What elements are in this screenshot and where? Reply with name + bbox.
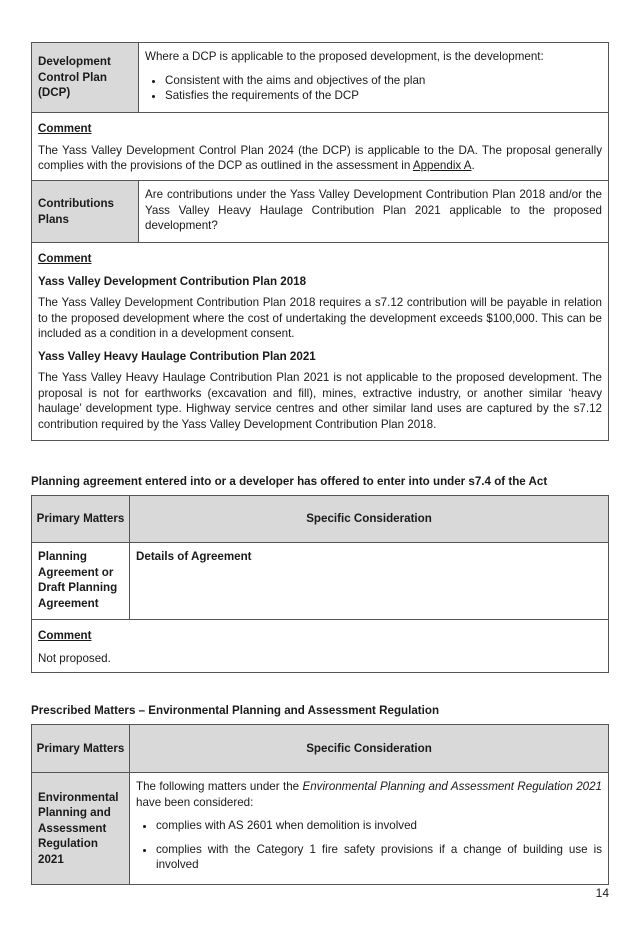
prescribed-content-cell bbox=[130, 773, 609, 885]
planning-col1-header: Primary Matters bbox=[32, 496, 130, 543]
contributions-sub1-heading: Yass Valley Development Contribution Plan 2018 bbox=[38, 274, 307, 288]
prescribed-bullet-list bbox=[136, 818, 602, 873]
planning-comment-heading: Comment bbox=[38, 629, 92, 642]
contributions-sub2-text: The Yass Valley Heavy Haulage Contribution Plan 2021 is not applicable to the proposed development. The proposal is not for earthworks (excavation and fill), mines, extractive industry, or another similar ‘heavy haulage’ development type. Highway service centres and other similar land uses are captured by the s7.12 contribution required by the Yass Valley Development Contribution Plan 2018. bbox=[38, 371, 602, 431]
dcp-comment-heading: Comment bbox=[38, 122, 92, 135]
prescribed-intro: The following matters under the Environmental Planning and Assessment Regulation 2021 have been considered: bbox=[136, 780, 602, 809]
prescribed-col1-header: Primary Matters bbox=[32, 725, 130, 773]
dcp-question-cell bbox=[139, 43, 609, 113]
dcp-contributions-table bbox=[31, 42, 609, 441]
dcp-comment-cell bbox=[32, 113, 609, 181]
prescribed-label: Environmental Planning and Assessment Regulation 2021 bbox=[32, 773, 130, 885]
dcp-question: Where a DCP is applicable to the proposed development, is the development: bbox=[145, 50, 544, 63]
planning-agreement-section-title: Planning agreement entered into or a developer has offered to enter into under s7.4 of the Act bbox=[31, 475, 548, 488]
dcp-comment-text: The Yass Valley Development Control Plan 2024 (the DCP) is applicable to the DA. The proposal generally complies with the provisions of the DCP as outlined in the assessment in Appendix A. bbox=[38, 143, 602, 172]
prescribed-bullet: • complies with AS 2601 when demolition is involved bbox=[156, 818, 602, 834]
contributions-sub1-text: The Yass Valley Development Contribution Plan 2018 requires a s7.12 contribution will be payable in relation to the proposed development where the cost of undertaking the development exceeds $100,000. This can be included as a condition in a development consent. bbox=[38, 296, 602, 340]
appendix-a-link[interactable]: Appendix A bbox=[412, 159, 472, 172]
planning-detail-heading: Details of Agreement bbox=[130, 543, 609, 620]
contributions-comment-heading: Comment bbox=[38, 252, 92, 265]
contributions-sub2-heading: Yass Valley Heavy Haulage Contribution Plan 2021 bbox=[38, 349, 316, 363]
contributions-comment-cell bbox=[32, 243, 609, 441]
planning-comment-text: Not proposed. bbox=[38, 651, 111, 665]
prescribed-col2-header: Specific Consideration bbox=[130, 725, 609, 773]
dcp-bullet: • Consistent with the aims and objectives of the plan bbox=[165, 73, 602, 89]
prescribed-table bbox=[31, 724, 609, 885]
planning-agreement-table bbox=[31, 495, 609, 673]
dcp-bullet: • Satisfies the requirements of the DCP bbox=[165, 88, 602, 104]
planning-agreement-label: Planning Agreement or Draft Planning Agreement bbox=[32, 543, 130, 620]
prescribed-section-title: Prescribed Matters – Environmental Planning and Assessment Regulation bbox=[31, 704, 440, 717]
planning-comment-cell bbox=[32, 620, 609, 673]
contributions-question: Are contributions under the Yass Valley Development Contribution Plan 2018 and/or the Yass Valley Heavy Haulage Contribution Plan 2021 applicable to the proposed development? bbox=[139, 181, 609, 243]
dcp-bullet-list bbox=[145, 73, 602, 104]
dcp-label: Development Control Plan (DCP) bbox=[32, 43, 139, 113]
contributions-label: Contributions Plans bbox=[32, 181, 139, 243]
prescribed-bullet: • complies with the Category 1 fire safety provisions if a change of building use is involved bbox=[156, 842, 602, 873]
page-number: 14 bbox=[595, 886, 609, 900]
planning-col2-header: Specific Consideration bbox=[130, 496, 609, 543]
